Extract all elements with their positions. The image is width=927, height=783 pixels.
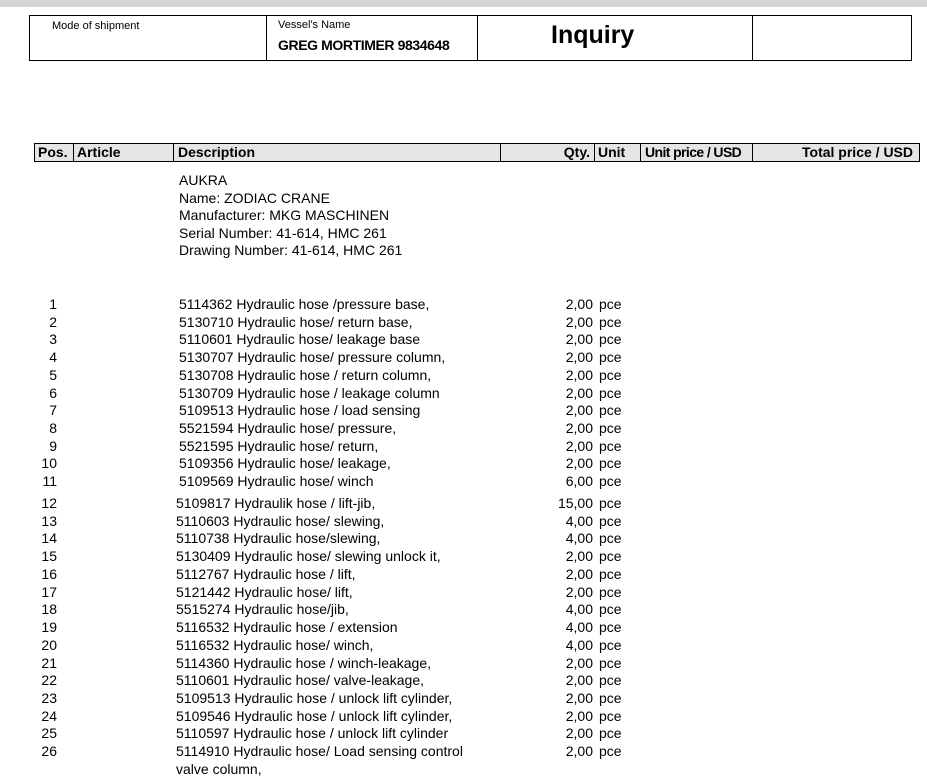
col-article: Article [74,144,174,161]
row-unit: pce [599,402,622,419]
table-row [0,349,927,367]
row-unit: pce [599,437,622,454]
row-pos: 22 [41,672,57,689]
row-description: 5114362 Hydraulic hose /pressure base, [179,296,430,312]
row-pos: 8 [49,419,57,436]
row-description: 5130708 Hydraulic hose / return column, [179,366,432,383]
row-pos: 6 [49,384,57,401]
vessel-name-value: GREG MORTIMER 9834648 [278,37,450,53]
col-unit: Unit [595,144,641,161]
info-drawing-number: Drawing Number: 41-614, HMC 261 [179,242,403,259]
row-qty: 2,00 [565,419,593,436]
row-pos: 25 [41,725,57,742]
row-pos: 18 [41,601,57,618]
row-unit: pce [599,313,622,330]
row-unit: pce [599,366,622,383]
row-pos: 23 [41,689,57,706]
row-description: 5130409 Hydraulic hose/ slewing unlock it, [176,548,441,565]
row-qty: 6,00 [565,473,593,489]
table-row [0,725,927,743]
row-description: 5116532 Hydraulic hose / extension [176,619,398,635]
row-description: 5114360 Hydraulic hose / winch-leakage, [176,654,432,671]
row-pos: 3 [49,331,57,348]
row-description: 5109569 Hydraulic hose/ winch [179,473,374,489]
col-total-price: Total price / USD [802,144,913,160]
row-qty: 2,00 [565,455,593,472]
table-row [0,495,927,513]
row-pos: 24 [41,707,57,724]
row-description: 5515274 Hydraulic hose/jib, [176,601,349,618]
table-row [0,455,927,473]
row-description: 5130707 Hydraulic hose/ pressure column, [179,349,446,366]
row-unit: pce [599,707,622,724]
row-pos: 2 [49,313,57,330]
row-unit: pce [599,583,622,600]
row-unit: pce [599,455,622,472]
row-unit: pce [599,331,622,348]
row-qty: 2,00 [565,725,593,742]
row-unit: pce [599,725,622,742]
row-description: 5109546 Hydraulic hose / unlock lift cylinder, [176,707,453,724]
row-qty: 2,00 [565,743,593,760]
row-qty: 2,00 [565,548,593,565]
table-row [0,690,927,708]
table-row [0,637,927,655]
row-qty: 2,00 [565,437,593,454]
row-qty: 2,00 [565,313,593,330]
table-row [0,584,927,602]
table-row [0,438,927,456]
row-qty: 15,00 [557,495,593,511]
row-pos: 13 [41,512,57,529]
table-row [0,548,927,566]
row-pos: 15 [41,548,57,565]
table-row [0,296,927,314]
row-description: 5109513 Hydraulic hose / load sensing [179,402,421,419]
table-row [0,655,927,673]
row-pos: 19 [41,619,57,635]
row-unit: pce [599,743,622,760]
info-serial-number: Serial Number: 41-614, HMC 261 [179,224,387,241]
row-qty: 4,00 [565,512,593,529]
table-column-header [34,143,920,162]
row-description: 5130710 Hydraulic hose/ return base, [179,313,413,330]
row-unit: pce [599,672,622,689]
row-unit: pce [599,548,622,565]
table-row [0,601,927,619]
row-qty: 4,00 [565,601,593,618]
mode-of-shipment-label: Mode of shipment [52,20,140,32]
row-qty: 2,00 [565,672,593,689]
table-row [0,420,927,438]
table-row [0,314,927,332]
row-unit: pce [599,689,622,706]
col-qty: Qty. [501,144,595,161]
row-qty: 2,00 [565,707,593,724]
row-description: 5110601 Hydraulic hose/ valve-leakage, [176,672,425,689]
row-description: 5112767 Hydraulic hose / lift, [176,565,356,582]
vessel-name-label: Vessel's Name [278,19,351,31]
table-row [0,530,927,548]
row-qty: 2,00 [565,331,593,348]
row-unit: pce [599,636,622,653]
row-pos: 26 [41,743,57,760]
row-qty: 2,00 [565,384,593,401]
row-unit: pce [599,654,622,671]
row-description: 5116532 Hydraulic hose/ winch, [176,636,374,653]
info-manufacturer: Manufacturer: MKG MASCHINEN [179,207,390,224]
info-name: Name: ZODIAC CRANE [179,189,330,206]
row-unit: pce [599,349,622,366]
table-row [0,743,927,761]
table-row [0,331,927,349]
row-qty: 4,00 [565,619,593,635]
equipment-info [179,172,402,260]
row-description: 5110603 Hydraulic hose/ slewing, [176,512,385,529]
table-row [0,367,927,385]
row-description: 5114910 Hydraulic hose/ Load sensing control [176,743,463,760]
empty-header-cell [753,16,911,60]
description-continuation: valve column, [176,761,262,777]
row-qty: 2,00 [565,402,593,419]
row-qty: 2,00 [565,349,593,366]
document-title: Inquiry [551,21,635,49]
table-row [0,619,927,637]
row-qty: 4,00 [565,530,593,547]
document-header-box [29,15,912,61]
row-qty: 2,00 [565,565,593,582]
row-unit: pce [599,296,622,312]
col-pos: Pos. [35,144,74,161]
title-cell [478,16,753,60]
row-description: 5109356 Hydraulic hose/ leakage, [179,455,391,472]
table-row [0,473,927,491]
row-pos: 9 [49,437,57,454]
row-description: 5110597 Hydraulic hose / unlock lift cylinder [176,725,449,742]
row-pos: 7 [49,402,57,419]
row-pos: 5 [49,366,57,383]
table-row [0,402,927,420]
row-pos: 10 [41,455,57,472]
row-qty: 2,00 [565,366,593,383]
row-qty: 2,00 [565,296,593,312]
row-description: 5130709 Hydraulic hose / leakage column [179,384,440,401]
row-unit: pce [599,384,622,401]
row-unit: pce [599,619,622,635]
row-description: 5110601 Hydraulic hose/ leakage base [179,331,421,348]
table-row [0,385,927,403]
viewer-top-bar [0,0,927,7]
row-pos: 16 [41,565,57,582]
row-unit: pce [599,530,622,547]
row-qty: 2,00 [565,689,593,706]
mode-of-shipment-cell [30,16,267,60]
table-row [0,672,927,690]
table-row [0,566,927,584]
row-description: 5109513 Hydraulic hose / unlock lift cylinder, [176,689,453,706]
table-row [0,708,927,726]
row-description: 5521594 Hydraulic hose/ pressure, [179,419,397,436]
row-unit: pce [599,565,622,582]
row-unit: pce [599,512,622,529]
row-description: 5109817 Hydraulik hose / lift-jib, [176,495,376,511]
row-unit: pce [599,473,622,489]
row-unit: pce [599,495,622,511]
row-pos: 14 [41,530,57,547]
row-unit: pce [599,419,622,436]
row-qty: 2,00 [565,654,593,671]
row-qty: 4,00 [565,636,593,653]
row-pos: 12 [41,495,57,511]
row-qty: 2,00 [565,583,593,600]
row-pos: 20 [41,636,57,653]
row-description: 5110738 Hydraulic hose/slewing, [176,530,381,547]
row-description: 5121442 Hydraulic hose/ lift, [176,583,353,600]
info-location: AUKRA [179,172,228,188]
row-unit: pce [599,601,622,618]
row-pos: 1 [49,296,57,312]
col-unit-price: Unit price / USD [641,144,753,161]
row-pos: 4 [49,349,57,366]
table-row [0,513,927,531]
row-pos: 11 [42,473,57,489]
row-description: 5521595 Hydraulic hose/ return, [179,437,379,454]
row-pos: 21 [41,654,57,671]
row-pos: 17 [41,583,57,600]
col-description: Description [174,144,501,161]
vessel-name-cell [267,16,478,60]
